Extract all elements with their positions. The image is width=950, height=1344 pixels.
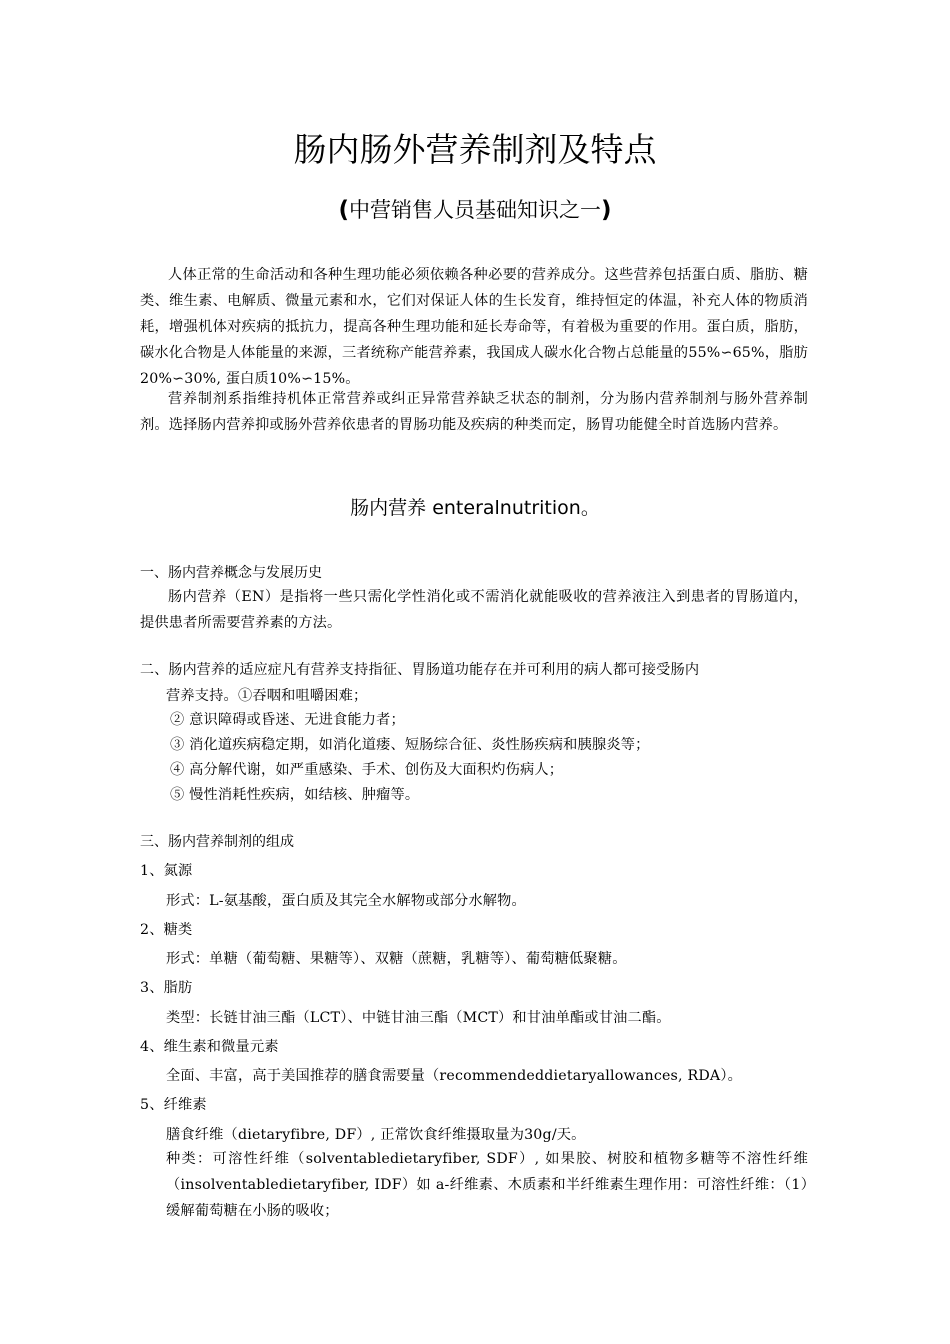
s3-item-2-label: 2、糖类 xyxy=(140,922,193,938)
intro-paragraph-2: 营养制剂系指维持机体正常营养或纠正异常营养缺乏状态的制剂，分为肠内营养制剂与肠外营养制剂。选择肠内营养抑或肠外营养依患者的胃肠功能及疾病的种类而定，肠胃功能健全时首选肠内营养。 xyxy=(140,391,808,433)
s1-heading: 一、肠内营养概念与发展历史 xyxy=(140,565,322,581)
s2-item-4: ④ 高分解代谢，如严重感染、手术、创伤及大面积灼伤病人； xyxy=(170,762,564,778)
s3-item-1-label: 1、氮源 xyxy=(140,863,193,879)
s3-item-3-label: 3、脂肪 xyxy=(140,980,193,996)
s3-item-2-text: 形式：单糖（葡萄糖、果糖等）、双糖（蔗糖，乳糖等）、葡萄糖低聚糖。 xyxy=(166,951,627,967)
s3-fiber-types: 种类：可溶性纤维（solventabledietaryfiber, SDF）, 如果胶、树胶和植物多糖等不溶性纤维（insolventabledietaryfiber, IDF）如 a-纤维素、木质素和半纤维素生理作用：可溶性纤维：（1）缓解葡萄糖在小肠的吸收； xyxy=(166,1151,808,1219)
s3-heading: 三、肠内营养制剂的组成 xyxy=(140,834,294,850)
s2-item-2: ② 意识障碍或昏迷、无进食能力者； xyxy=(170,712,405,728)
s3-item-3-text: 类型：长链甘油三酯（LCT）、中链甘油三酯（MCT）和甘油单酯或甘油二酯。 xyxy=(166,1010,671,1026)
s2-line xyxy=(140,657,699,683)
s2-text-line2: 营养支持。①吞咽和咀嚼困难； xyxy=(166,688,368,704)
s3-item-5-label: 5、纤维素 xyxy=(140,1097,207,1113)
subtitle-open-paren: ( xyxy=(338,197,349,223)
s2-text-line1: 凡有营养支持指征、胃肠道功能存在并可利用的病人都可接受肠内 xyxy=(282,662,700,678)
s3-item-5-text: 膳食纤维（dietaryfibre, DF）, 正常饮食纤维摄取量为30g/天。 xyxy=(166,1127,586,1143)
s2-item-5: ⑤ 慢性消耗性疾病，如结核、肿瘤等。 xyxy=(170,787,420,803)
subtitle-close-paren: ) xyxy=(601,197,612,223)
s3-item-1-text: 形式：L-氨基酸，蛋白质及其完全水解物或部分水解物。 xyxy=(166,893,526,909)
s1-text: 肠内营养（EN）是指将一些只需化学性消化或不需消化就能吸收的营养液注入到患者的胃肠道内，提供患者所需要营养素的方法。 xyxy=(140,589,808,631)
subtitle-text: 中营销售人员基础知识之一 xyxy=(349,198,601,222)
s2-item-3: ③ 消化道疾病稳定期，如消化道瘘、短肠综合征、炎性肠疾病和胰腺炎等； xyxy=(170,737,650,753)
section-title-enteral: 肠内营养 enteralnutrition。 xyxy=(350,497,600,519)
s3-item-4-label: 4、维生素和微量元素 xyxy=(140,1039,279,1055)
s2-heading: 二、肠内营养的适应症 xyxy=(140,662,282,678)
page-title: 肠内肠外营养制剂及特点 xyxy=(293,130,657,169)
intro-paragraph-1: 人体正常的生命活动和各种生理功能必须依赖各种必要的营养成分。这些营养包括蛋白质、脂肪、糖类、维生素、电解质、微量元素和水，它们对保证人体的生长发育，维持恒定的体温，补充人体的物质消耗，增强机体对疾病的抵抗力，提高各种生理功能和延长寿命等，有着极为重要的作用。蛋白质，脂肪，碳水化合物是人体能量的来源，三者统称产能营养素，我国成人碳水化合物占总能量的55%∽65%，脂肪20%∽30%, 蛋白质10%∽15%。 xyxy=(140,267,808,387)
page-subtitle xyxy=(0,195,950,225)
s3-item-4-text: 全面、丰富，高于美国推荐的膳食需要量（recommendeddietaryallowances, RDA）。 xyxy=(166,1068,743,1084)
